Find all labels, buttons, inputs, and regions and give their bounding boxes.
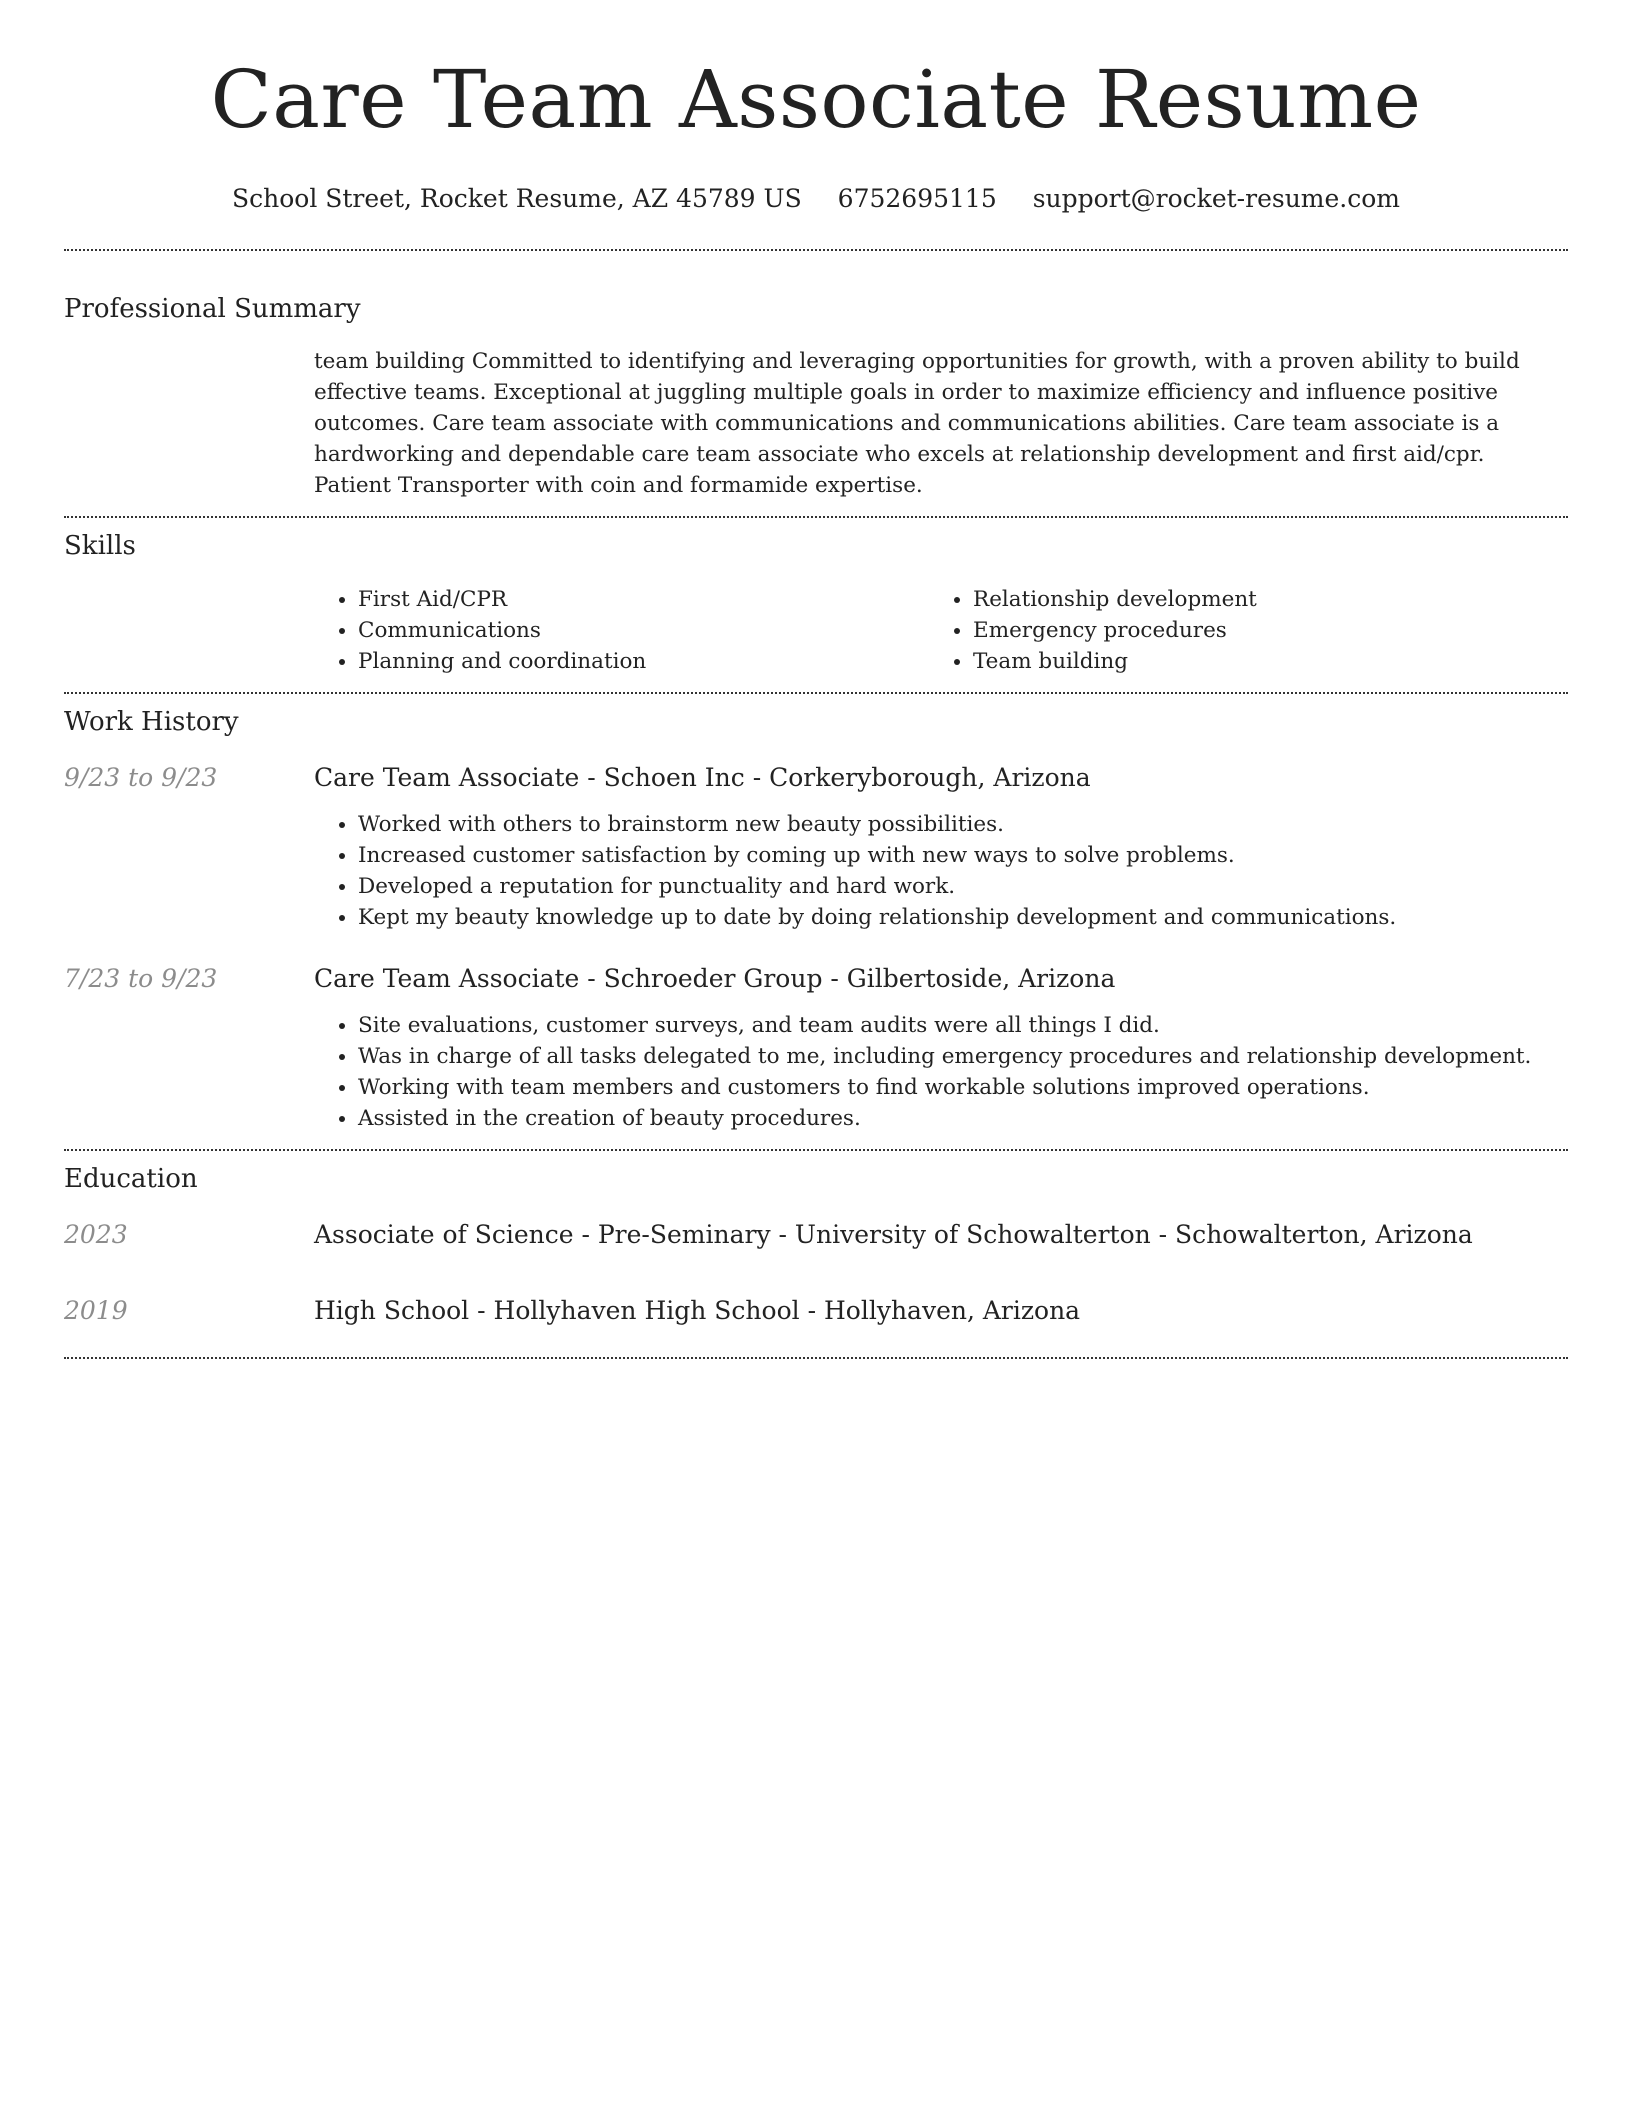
job-dates: 7/23 to 9/23 (64, 964, 218, 993)
skills-column-right (929, 584, 1529, 677)
contact-line (64, 184, 1568, 214)
job-bullets (314, 809, 1568, 933)
skill-item: • Relationship development (973, 584, 1529, 615)
education-divider (64, 1357, 1568, 1359)
job-bullet: • Increased customer satisfaction by coming up with new ways to solve problems. (358, 840, 1568, 871)
job-bullet: • Assisted in the creation of beauty procedures. (358, 1103, 1568, 1134)
education-heading-text: Associate of Science - Pre-Seminary - University of Schowalterton - Schowalterton, Arizona (314, 1220, 1473, 1249)
job-bullet: • Kept my beauty knowledge up to date by doing relationship development and communications. (358, 902, 1568, 933)
skills-heading: Skills (64, 531, 136, 561)
work-heading: Work History (64, 707, 239, 737)
summary-heading: Professional Summary (64, 294, 361, 324)
skill-item: • Team building (973, 646, 1529, 677)
job-dates: 9/23 to 9/23 (64, 763, 218, 792)
contact-address: School Street, Rocket Resume, AZ 45789 US (231, 184, 802, 213)
job-bullet: • Working with team members and customers to find workable solutions improved operations. (358, 1072, 1568, 1103)
resume-page (64, 0, 1568, 1359)
skill-item: • Planning and coordination (358, 646, 929, 677)
contact-email: support@rocket-resume.com (1032, 184, 1400, 213)
job-bullet: • Developed a reputation for punctuality and hard work. (358, 871, 1568, 902)
job-heading: Care Team Associate - Schoen Inc - Corkeryborough, Arizona (314, 763, 1091, 792)
contact-phone: 6752695115 (837, 184, 997, 213)
education-heading-text: High School - Hollyhaven High School - Hollyhaven, Arizona (314, 1296, 1081, 1325)
education-section (64, 1151, 1568, 1335)
education-heading: Education (64, 1164, 198, 1194)
summary-text: team building Committed to identifying and leveraging opportunities for growth, with a proven ability to build effective teams. Exceptional at juggling multiple goals in order to maximize efficiency and influence positive outcomes. Care team associate with communications and communications abilities. Care team associate is a hardworking and dependable care team associate who excels at relationship development and first aid/cpr. Patient Transporter with coin and formamide expertise. (314, 349, 1520, 498)
education-entry (64, 1295, 1568, 1335)
job-entry (64, 963, 1568, 1134)
skills-column-left (314, 584, 929, 677)
education-year: 2019 (64, 1296, 128, 1325)
job-entry (64, 762, 1568, 933)
skill-item: • First Aid/CPR (358, 584, 929, 615)
skills-list (314, 584, 1568, 677)
education-year: 2023 (64, 1220, 128, 1249)
work-section (64, 694, 1568, 1134)
resume-title: Care Team Associate Resume (210, 53, 1422, 146)
skill-item: • Emergency procedures (973, 615, 1529, 646)
job-bullet: • Was in charge of all tasks delegated to me, including emergency procedures and relationship development. (358, 1041, 1568, 1072)
job-bullet: • Site evaluations, customer surveys, and team audits were all things I did. (358, 1010, 1568, 1041)
summary-section (64, 251, 1568, 501)
skills-section (64, 518, 1568, 677)
job-bullets (314, 1010, 1568, 1134)
skill-item: • Communications (358, 615, 929, 646)
job-bullet: • Worked with others to brainstorm new beauty possibilities. (358, 809, 1568, 840)
education-entry (64, 1219, 1568, 1259)
job-heading: Care Team Associate - Schroeder Group - Gilbertoside, Arizona (314, 964, 1116, 993)
